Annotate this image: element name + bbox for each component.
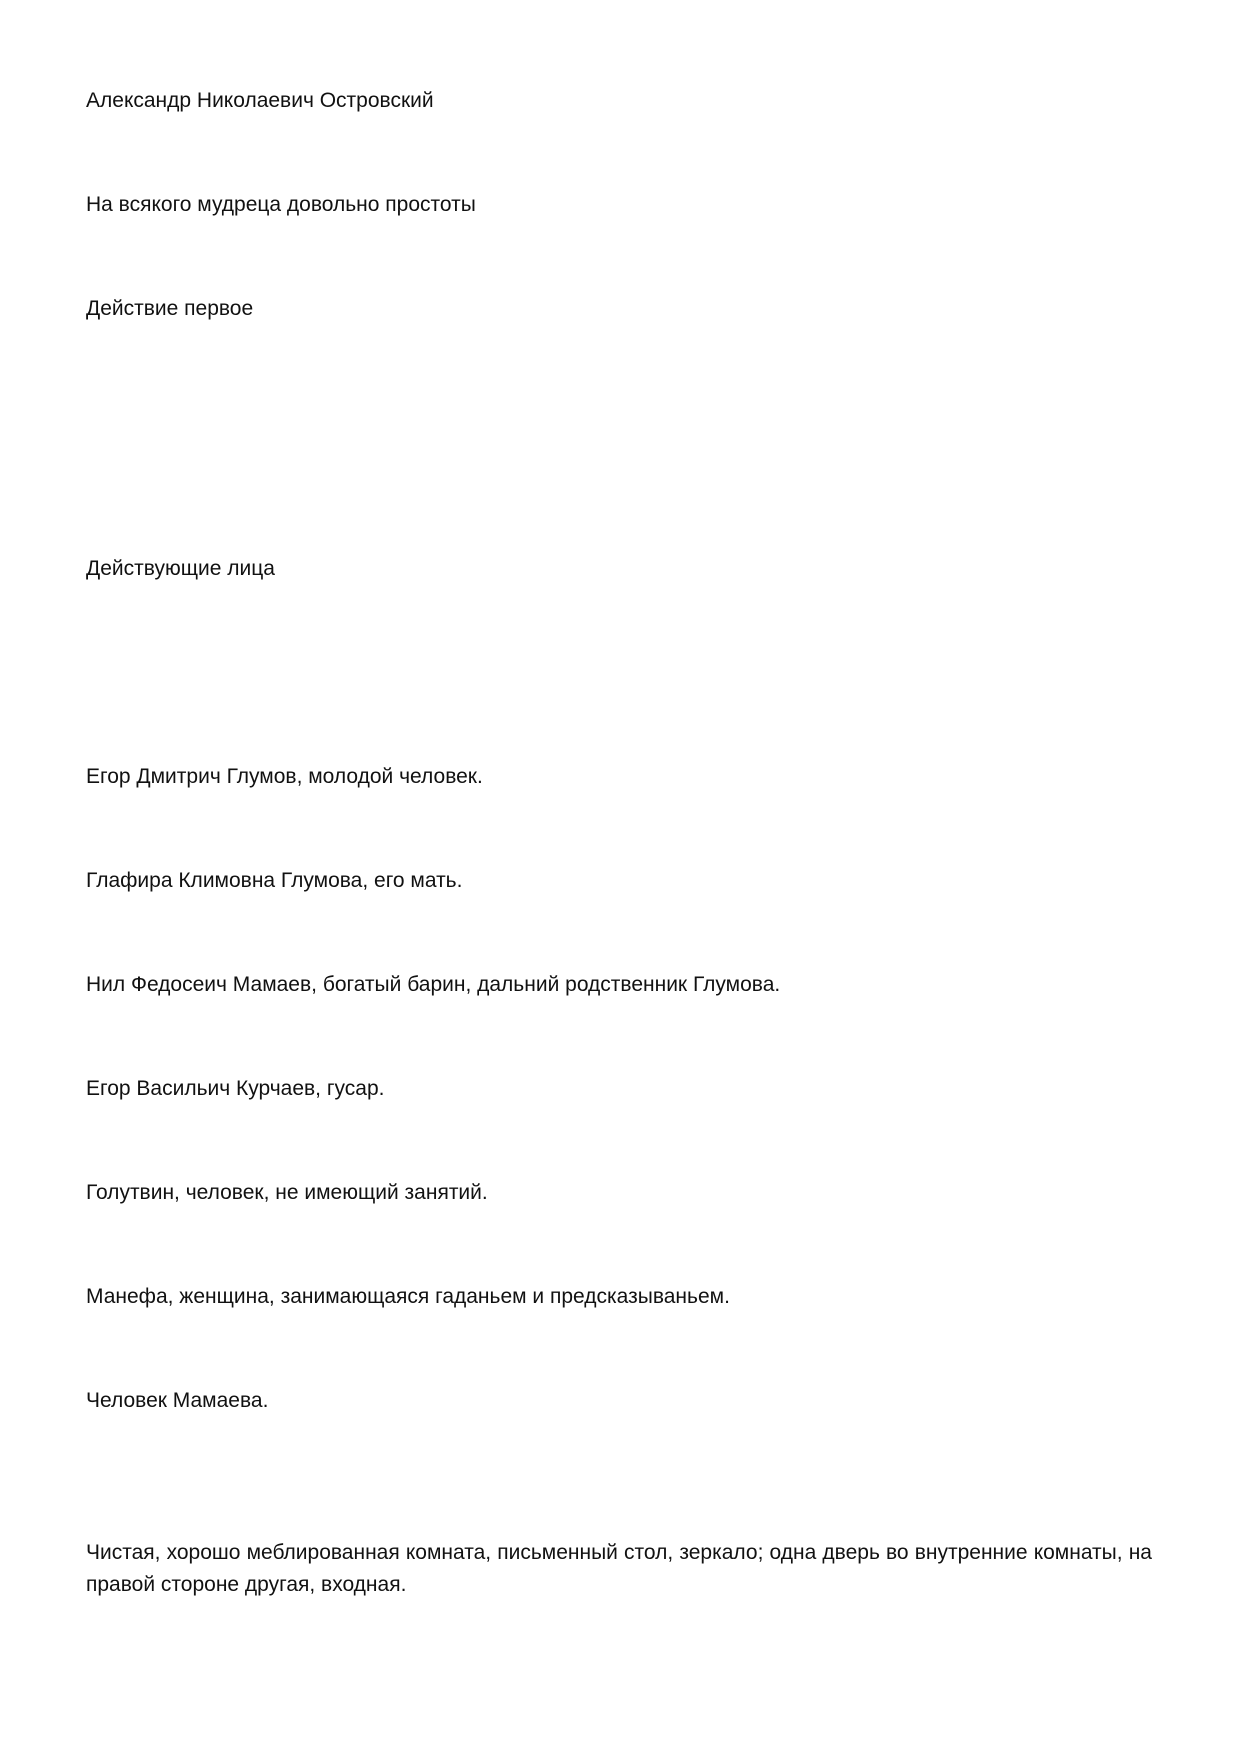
cast-member: Человек Мамаева. — [86, 1389, 269, 1412]
play-title: На всякого мудреца довольно простоты — [86, 193, 476, 216]
stage-direction: Чистая, хорошо меблированная комната, письменный стол, зеркало; одна дверь во внутренние комнаты, на правой стороне другая, входная. — [86, 1541, 1152, 1596]
cast-member: Голутвин, человек, не имеющий занятий. — [86, 1181, 488, 1204]
act-heading: Действие первое — [86, 297, 254, 320]
cast-member: Манефа, женщина, занимающаяся гаданьем и предсказываньем. — [86, 1285, 730, 1308]
cast-member: Егор Васильич Курчаев, гусар. — [86, 1077, 385, 1100]
cast-member: Егор Дмитрич Глумов, молодой человек. — [86, 765, 483, 788]
cast-member: Глафира Климовна Глумова, его мать. — [86, 869, 463, 892]
cast-member: Нил Федосеич Мамаев, богатый барин, дальний родственник Глумова. — [86, 973, 781, 996]
cast-heading: Действующие лица — [86, 557, 275, 580]
author-name: Александр Николаевич Островский — [86, 89, 434, 112]
